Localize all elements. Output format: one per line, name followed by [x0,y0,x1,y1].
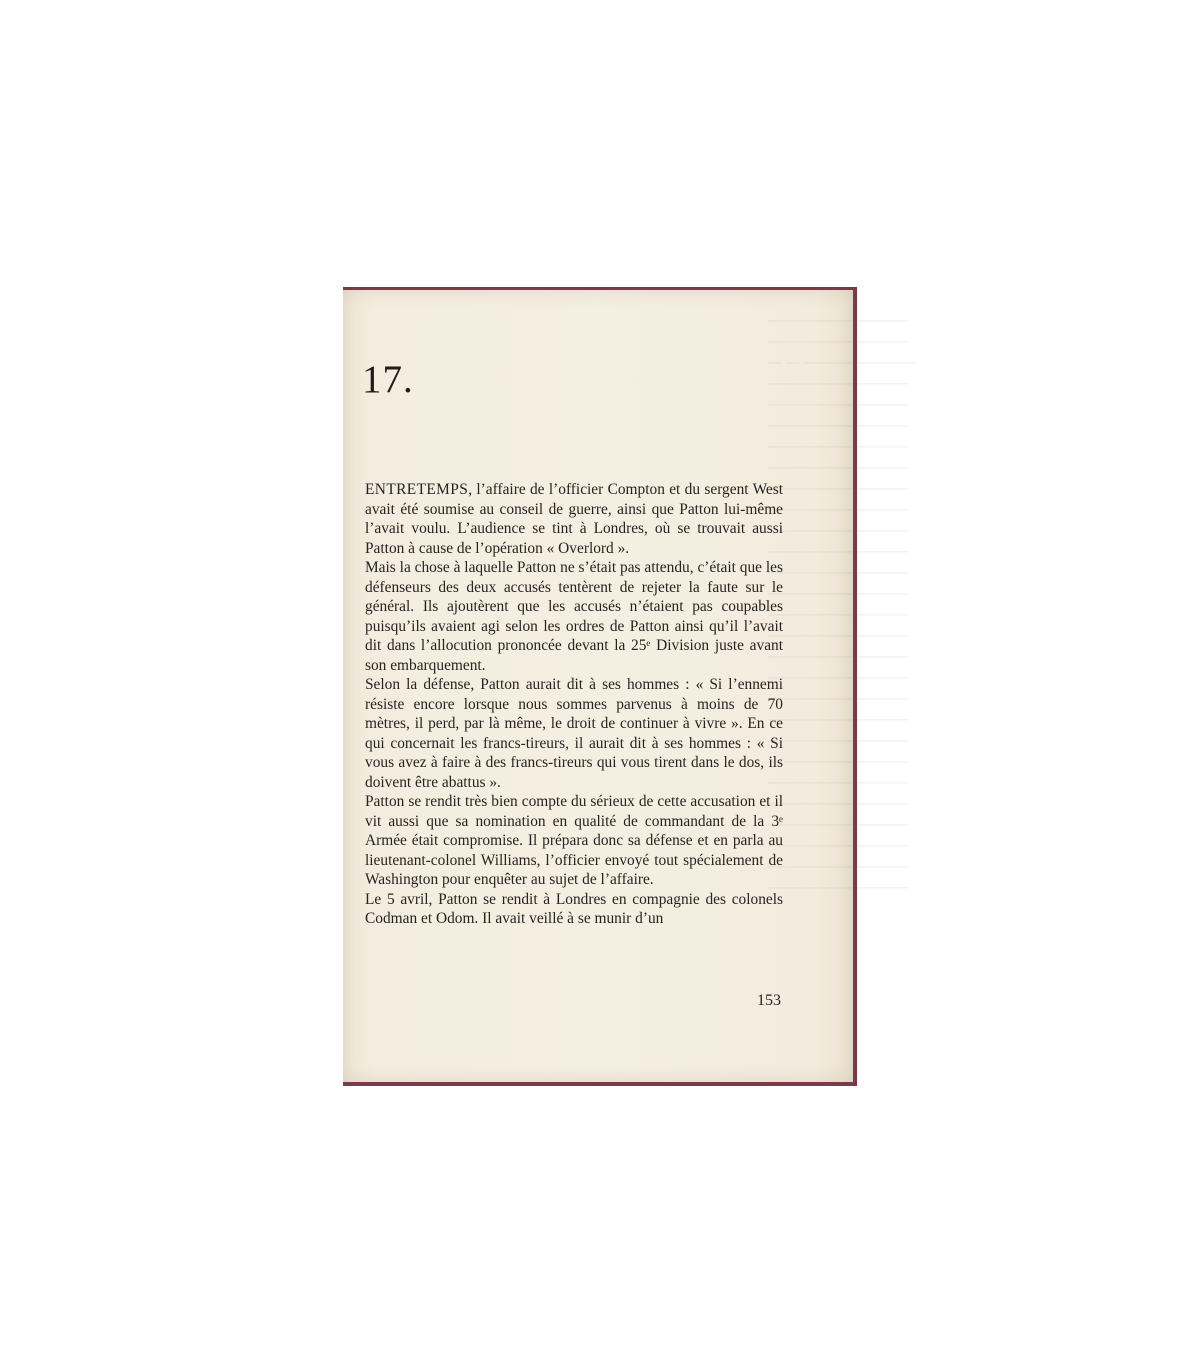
page-number: 153 [757,992,781,1009]
paragraph-1 [365,480,783,558]
chapter-body [365,480,783,929]
book-page [343,290,915,1082]
show-through-text: —————————— —————————— — — ———————— —————————— —————————— —————————— —————————— —————————— —————————— —————————— —————————— —————————— —————————— —————————— —————————— —————————— —————————— —————————— —————————— —————————— —————————— —————————— —————————— —————————— —————————— —————————— —————————— —————————— [768,313,915,895]
paragraph-5: Le 5 avril, Patton se rendit à Londres en compagnie des colonels Codman et Odom. Il avait veillé à se munir d’un [365,890,783,927]
paragraph-1-text: , l’affaire de l’officier Compton et du sergent West avait été soumise au conseil de guerre, ainsi que Patton lui-même l’avait voulu. L’audience se tint à Londres, où se trouvait aussi Patton à cause de l’opération « Overlord ». [365,481,783,557]
paragraph-4: Patton se rendit très bien compte du sérieux de cette accusation et il vit aussi que sa nomination en qualité de commandant de la 3ᵉ Armée était compromise. Il prépara donc sa défense et en parla au lieutenant-colonel Williams, l’officier envoyé tout spécialement de Washington pour enquêter au sujet de l’affaire. [365,793,783,888]
paragraph-3: Selon la défense, Patton aurait dit à ses hommes : « Si l’ennemi résiste encore lorsque nous sommes parvenus à moins de 70 mètres, il perd, par là même, le droit de continuer à vivre ». En ce qui concernait les francs-tireurs, il aurait dit à ses hommes : « Si vous avez à faire à des francs-tireurs qui vous tirent dans le dos, ils doivent être abattus ». [365,676,783,791]
paragraph-2: Mais la chose à laquelle Patton ne s’était pas attendu, c’était que les défenseurs des deux accusés tentèrent de rejeter la faute sur le général. Ils ajoutèrent que les accusés n’étaient pas coupables puisqu’ils avaient agi selon les ordres de Patton ainsi qu’il l’avait dit dans l’allocution prononcée devant la 25ᵉ Division juste avant son embarquement. [365,559,783,674]
chapter-number: 17. [362,358,414,401]
opening-word: ENTRETEMPS [365,481,469,498]
